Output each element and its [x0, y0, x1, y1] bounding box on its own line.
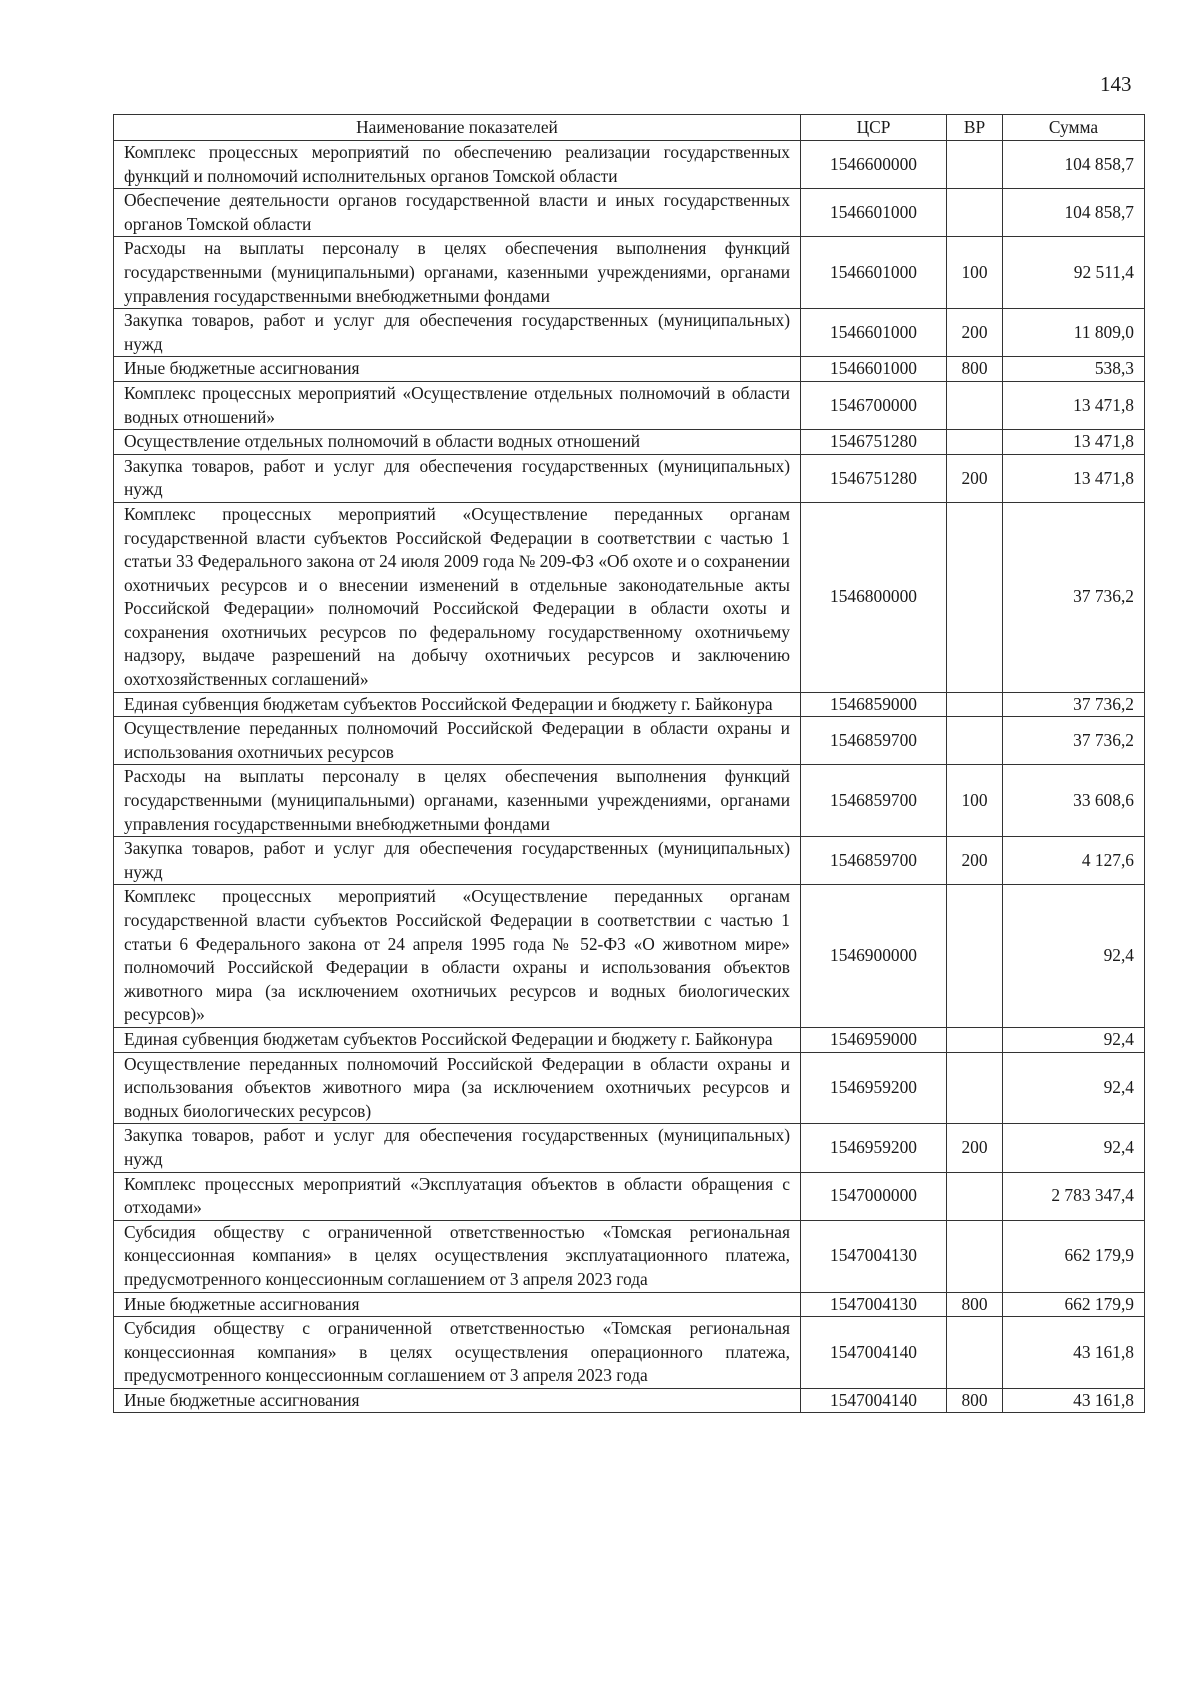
- row-name-cell: Закупка товаров, работ и услуг для обеспечения государственных (муниципальных) нужд: [114, 454, 801, 502]
- row-vr-cell: [947, 1317, 1003, 1389]
- row-vr-cell: [947, 381, 1003, 429]
- row-csr-cell: 1547004140: [801, 1388, 947, 1413]
- row-csr-cell: 1546601000: [801, 237, 947, 309]
- row-vr-cell: [947, 189, 1003, 237]
- table-row: [114, 717, 1145, 765]
- table-row: [114, 765, 1145, 837]
- row-vr-cell: 200: [947, 1124, 1003, 1172]
- row-name-cell: Комплекс процессных мероприятий по обеспечению реализации государственных функций и полномочий исполнительных органов Томской области: [114, 141, 801, 189]
- row-name-cell: Иные бюджетные ассигнования: [114, 1292, 801, 1317]
- row-vr-cell: 200: [947, 309, 1003, 357]
- row-vr-cell: [947, 717, 1003, 765]
- row-sum-cell: 13 471,8: [1003, 454, 1145, 502]
- row-vr-cell: [947, 692, 1003, 717]
- row-sum-cell: 662 179,9: [1003, 1220, 1145, 1292]
- row-vr-cell: 100: [947, 765, 1003, 837]
- row-csr-cell: 1546751280: [801, 430, 947, 455]
- header-vr: ВР: [947, 115, 1003, 141]
- row-vr-cell: [947, 141, 1003, 189]
- table-row: [114, 1172, 1145, 1220]
- table-row: [114, 430, 1145, 455]
- row-vr-cell: 200: [947, 837, 1003, 885]
- page-number: 143: [1100, 72, 1132, 96]
- row-sum-cell: 37 736,2: [1003, 502, 1145, 692]
- row-vr-cell: 800: [947, 1388, 1003, 1413]
- row-sum-cell: 2 783 347,4: [1003, 1172, 1145, 1220]
- row-csr-cell: 1547004140: [801, 1317, 947, 1389]
- row-name-cell: Осуществление переданных полномочий Российской Федерации в области охраны и использования охотничьих ресурсов: [114, 717, 801, 765]
- row-csr-cell: 1547000000: [801, 1172, 947, 1220]
- row-name-cell: Единая субвенция бюджетам субъектов Российской Федерации и бюджету г. Байконура: [114, 1027, 801, 1052]
- table-row: [114, 309, 1145, 357]
- table-row: [114, 381, 1145, 429]
- row-sum-cell: 43 161,8: [1003, 1317, 1145, 1389]
- row-csr-cell: 1546859700: [801, 717, 947, 765]
- row-name-cell: Закупка товаров, работ и услуг для обеспечения государственных (муниципальных) нужд: [114, 1124, 801, 1172]
- row-sum-cell: 37 736,2: [1003, 692, 1145, 717]
- row-sum-cell: 104 858,7: [1003, 141, 1145, 189]
- row-vr-cell: [947, 885, 1003, 1028]
- row-csr-cell: 1546959000: [801, 1027, 947, 1052]
- table-row: [114, 1292, 1145, 1317]
- row-sum-cell: 92,4: [1003, 1124, 1145, 1172]
- table-row: [114, 357, 1145, 382]
- table-row: [114, 837, 1145, 885]
- row-csr-cell: 1546800000: [801, 502, 947, 692]
- row-csr-cell: 1546600000: [801, 141, 947, 189]
- row-sum-cell: 662 179,9: [1003, 1292, 1145, 1317]
- row-name-cell: Осуществление отдельных полномочий в области водных отношений: [114, 430, 801, 455]
- row-vr-cell: [947, 430, 1003, 455]
- row-name-cell: Комплекс процессных мероприятий «Осуществление переданных органам государственной власти субъектов Российской Федерации в соответствии с частью 1 статьи 6 Федерального закона от 24 апреля 1995 года № 52-ФЗ «О животном мире» полномочий Российской Федерации в области охраны и использования объектов животного мира (за исключением охотничьих ресурсов и водных биологических ресурсов)»: [114, 885, 801, 1028]
- row-name-cell: Комплекс процессных мероприятий «Осуществление переданных органам государственной власти субъектов Российской Федерации в соответствии с частью 1 статьи 33 Федерального закона от 24 июля 2009 года № 209-ФЗ «Об охоте и о сохранении охотничьих ресурсов и о внесении изменений в отдельные законодательные акты Российской Федерации» полномочий Российской Федерации в области охоты и сохранения охотничьих ресурсов по федеральному государственному охотничьему надзору, выдаче разрешений на добычу охотничьих ресурсов и заключению охотхозяйственных соглашений»: [114, 502, 801, 692]
- row-name-cell: Субсидия обществу с ограниченной ответственностью «Томская региональная концессионная компания» в целях осуществления операционного платежа, предусмотренного концессионным соглашением от 3 апреля 2023 года: [114, 1317, 801, 1389]
- row-csr-cell: 1546751280: [801, 454, 947, 502]
- table-header-row: [114, 115, 1145, 141]
- row-csr-cell: 1546959200: [801, 1052, 947, 1124]
- row-name-cell: Иные бюджетные ассигнования: [114, 1388, 801, 1413]
- row-csr-cell: 1546601000: [801, 357, 947, 382]
- row-sum-cell: 33 608,6: [1003, 765, 1145, 837]
- row-vr-cell: 100: [947, 237, 1003, 309]
- table-row: [114, 1388, 1145, 1413]
- row-vr-cell: [947, 1172, 1003, 1220]
- row-sum-cell: 538,3: [1003, 357, 1145, 382]
- row-name-cell: Иные бюджетные ассигнования: [114, 357, 801, 382]
- row-name-cell: Единая субвенция бюджетам субъектов Российской Федерации и бюджету г. Байконура: [114, 692, 801, 717]
- row-sum-cell: 37 736,2: [1003, 717, 1145, 765]
- row-vr-cell: 800: [947, 1292, 1003, 1317]
- table-row: [114, 189, 1145, 237]
- table-row: [114, 1220, 1145, 1292]
- row-csr-cell: 1546601000: [801, 189, 947, 237]
- row-sum-cell: 92,4: [1003, 885, 1145, 1028]
- row-vr-cell: 200: [947, 454, 1003, 502]
- row-vr-cell: [947, 502, 1003, 692]
- table-row: [114, 1027, 1145, 1052]
- header-name: Наименование показателей: [114, 115, 801, 141]
- row-sum-cell: 92 511,4: [1003, 237, 1145, 309]
- budget-table: [113, 114, 1145, 1413]
- table-row: [114, 692, 1145, 717]
- row-name-cell: Обеспечение деятельности органов государственной власти и иных государственных органов Томской области: [114, 189, 801, 237]
- table-row: [114, 1052, 1145, 1124]
- table-row: [114, 502, 1145, 692]
- table-row: [114, 237, 1145, 309]
- row-csr-cell: 1546859700: [801, 765, 947, 837]
- row-name-cell: Субсидия обществу с ограниченной ответственностью «Томская региональная концессионная компания» в целях осуществления эксплуатационного платежа, предусмотренного концессионным соглашением от 3 апреля 2023 года: [114, 1220, 801, 1292]
- row-name-cell: Закупка товаров, работ и услуг для обеспечения государственных (муниципальных) нужд: [114, 309, 801, 357]
- header-sum: Сумма: [1003, 115, 1145, 141]
- row-name-cell: Закупка товаров, работ и услуг для обеспечения государственных (муниципальных) нужд: [114, 837, 801, 885]
- table-row: [114, 1317, 1145, 1389]
- row-vr-cell: [947, 1052, 1003, 1124]
- row-csr-cell: 1546700000: [801, 381, 947, 429]
- table-row: [114, 141, 1145, 189]
- table-row: [114, 454, 1145, 502]
- table-row: [114, 885, 1145, 1028]
- row-csr-cell: 1546859700: [801, 837, 947, 885]
- row-sum-cell: 92,4: [1003, 1027, 1145, 1052]
- row-name-cell: Осуществление переданных полномочий Российской Федерации в области охраны и использования объектов животного мира (за исключением охотничьих ресурсов и водных биологических ресурсов): [114, 1052, 801, 1124]
- row-vr-cell: [947, 1220, 1003, 1292]
- table-row: [114, 1124, 1145, 1172]
- row-csr-cell: 1547004130: [801, 1292, 947, 1317]
- row-name-cell: Комплекс процессных мероприятий «Эксплуатация объектов в области обращения с отходами»: [114, 1172, 801, 1220]
- header-csr: ЦСР: [801, 115, 947, 141]
- row-sum-cell: 43 161,8: [1003, 1388, 1145, 1413]
- row-sum-cell: 92,4: [1003, 1052, 1145, 1124]
- row-sum-cell: 11 809,0: [1003, 309, 1145, 357]
- row-vr-cell: [947, 1027, 1003, 1052]
- row-vr-cell: 800: [947, 357, 1003, 382]
- row-csr-cell: 1547004130: [801, 1220, 947, 1292]
- row-name-cell: Расходы на выплаты персоналу в целях обеспечения выполнения функций государственными (муниципальными) органами, казенными учреждениями, органами управления государственными внебюджетными фондами: [114, 765, 801, 837]
- row-name-cell: Комплекс процессных мероприятий «Осуществление отдельных полномочий в области водных отношений»: [114, 381, 801, 429]
- row-name-cell: Расходы на выплаты персоналу в целях обеспечения выполнения функций государственными (муниципальными) органами, казенными учреждениями, органами управления государственными внебюджетными фондами: [114, 237, 801, 309]
- row-csr-cell: 1546959200: [801, 1124, 947, 1172]
- row-sum-cell: 13 471,8: [1003, 381, 1145, 429]
- row-csr-cell: 1546859000: [801, 692, 947, 717]
- row-csr-cell: 1546900000: [801, 885, 947, 1028]
- row-sum-cell: 104 858,7: [1003, 189, 1145, 237]
- row-sum-cell: 4 127,6: [1003, 837, 1145, 885]
- row-csr-cell: 1546601000: [801, 309, 947, 357]
- row-sum-cell: 13 471,8: [1003, 430, 1145, 455]
